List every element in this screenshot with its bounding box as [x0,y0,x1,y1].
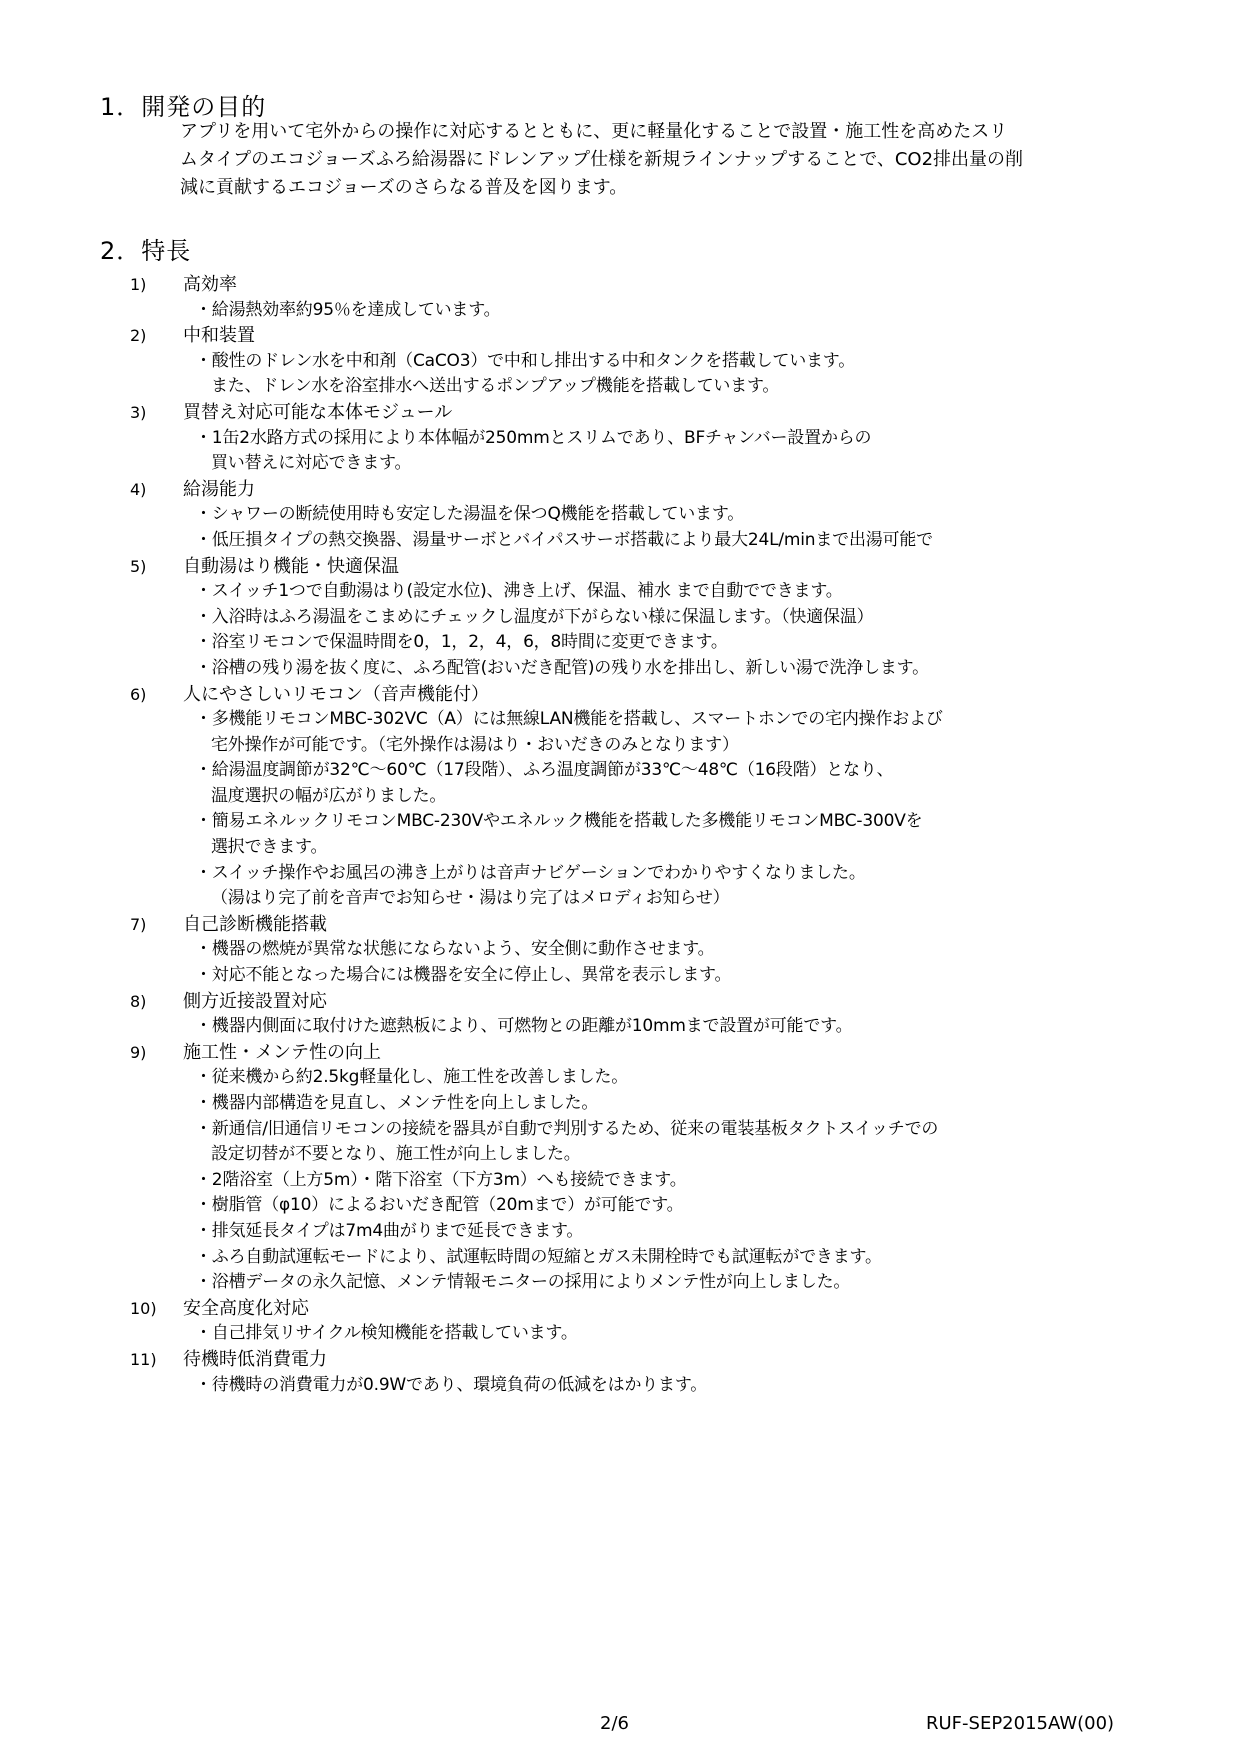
feature-line: ・低圧損タイプの熱交換器、湯量サーボとバイパスサーボ搭載により最大24L/minまで出湯可能で [195,529,933,550]
feature-line: ・排気延長タイプは7m4曲がりまで延長できます。 [195,1220,584,1241]
feature-line: ・機器内部構造を見直し、メンテ性を向上しました。 [195,1093,599,1113]
purpose-line: ムタイプのエコジョーズふろ給湯器にドレンアップ仕様を新規ラインナップすることで、CO2排出量の削 [180,149,1024,170]
feature-item [130,400,1170,477]
feature-heading [130,477,1170,503]
feature-line: 買い替えに対応できます。 [211,453,412,474]
feature-heading [130,682,1170,708]
feature-line: ・機器内側面に取付けた遮熱板により、可燃物との距離が10mmまで設置が可能です。 [195,1016,853,1037]
feature-title: 安全高度化対応 [183,1297,309,1319]
feature-line: ・ふろ自動試運転モードにより、試運転時間の短縮とガス未開栓時でも試運転ができます。 [195,1246,882,1267]
feature-line: また、ドレン水を浴室排水へ送出するポンプアップ機能を搭載しています。 [211,376,780,397]
feature-heading [130,1040,1170,1066]
feature-line: 宅外操作が可能です。（宅外操作は湯はり・おいだきのみとなります） [211,734,739,755]
feature-heading [130,554,1170,580]
feature-title: 側方近接設置対応 [183,990,327,1012]
features-list [130,272,1170,1398]
feature-item [130,682,1170,912]
feature-line: ・浴室リモコンで保温時間を0，1，2，4，6，8時間に変更できます。 [195,632,728,653]
feature-heading [130,989,1170,1015]
feature-number: 11) [130,1349,157,1369]
feature-item [130,1347,1170,1398]
feature-heading [130,323,1170,349]
feature-number: 2) [130,326,147,346]
feature-line: ・給湯熱効率約95％を達成しています。 [195,299,501,320]
feature-item [130,912,1170,989]
feature-line: ・待機時の消費電力が0.9Wであり、環境負荷の低減をはかります。 [195,1374,708,1395]
feature-line: ・スイッチ1つで自動湯はり(設定水位)、沸き上げ、保温、補水 まで自動でできます。 [195,581,843,602]
purpose-line: アプリを用いて宅外からの操作に対応するとともに、更に軽量化することで設置・施工性を高めたスリ [180,121,1008,142]
feature-line: ・多機能リモコンMBC-302VC（A）には無線LAN機能を搭載し、スマートホンでの宅内操作および [195,709,943,730]
feature-number: 6) [130,684,147,704]
feature-item [130,554,1170,682]
section-title-purpose: 1．開発の目的 [100,93,267,121]
purpose-line: 減に貢献するエコジョーズのさらなる普及を図ります。 [180,177,628,198]
purpose-paragraph [180,118,1160,202]
feature-title: 施工性・メンテ性の向上 [183,1041,381,1063]
feature-line: ・簡易エネルックリモコンMBC-230Vやエネルック機能を搭載した多機能リモコンMBC-300Vを [195,811,923,832]
feature-title: 自動湯はり機能・快適保温 [183,555,399,577]
feature-line: ・新通信/旧通信リモコンの接続を器具が自動で判別するため、従来の電装基板タクトスイッチでの [195,1118,939,1139]
feature-line: ・入浴時はふろ湯温をこまめにチェックし温度が下がらない様に保温します。（快適保温） [195,606,874,627]
feature-title: 中和装置 [183,325,255,347]
feature-line: ・浴槽の残り湯を抜く度に、ふろ配管(おいだき配管)の残り水を排出し、新しい湯で洗浄します。 [195,657,929,678]
page-number: 2/6 [600,1713,629,1734]
feature-line: ・機器の燃焼が異常な状態にならないよう、安全側に動作させます。 [195,939,715,960]
feature-item [130,989,1170,1040]
feature-item [130,272,1170,323]
feature-number: 4) [130,479,147,499]
feature-item [130,1040,1170,1296]
feature-title: 買替え対応可能な本体モジュール [183,401,453,423]
feature-number: 5) [130,556,147,576]
feature-line: ・樹脂管（φ10）によるおいだき配管（20mまで）が可能です。 [195,1195,684,1216]
feature-title: 高効率 [183,274,237,295]
feature-item [130,477,1170,554]
feature-number: 1) [130,275,147,294]
feature-item [130,323,1170,400]
feature-line: ・従来機から約2.5kg軽量化し、施工性を改善しました。 [195,1067,629,1088]
feature-heading [130,912,1170,938]
feature-heading [130,1347,1170,1373]
feature-line: ・シャワーの断続使用時も安定した湯温を保つQ機能を搭載しています。 [195,504,745,525]
document-code: RUF-SEP2015AW(00) [926,1713,1115,1734]
feature-line: （湯はり完了前を音声でお知らせ・湯はり完了はメロディお知らせ） [211,888,730,909]
feature-item [130,1296,1170,1347]
feature-line: ・給湯温度調節が32℃～60℃（17段階）、ふろ温度調節が33℃～48℃（16段階）となり、 [195,760,894,781]
feature-title: 自己診断機能搭載 [183,913,327,935]
feature-heading [130,1296,1170,1322]
feature-line: 温度選択の幅が広がりました。 [211,785,447,806]
feature-line: ・2階浴室（上方5m）・階下浴室（下方3m）へも接続できます。 [195,1169,687,1190]
feature-line: ・酸性のドレン水を中和剤（CaCO3）で中和し排出する中和タンクを搭載しています。 [195,350,856,371]
feature-line: ・対応不能となった場合には機器を安全に停止し、異常を表示します。 [195,965,732,986]
feature-heading [130,400,1170,426]
feature-line: ・浴槽データの永久記憶、メンテ情報モニターの採用によりメンテ性が向上しました。 [195,1272,851,1293]
feature-number: 10) [130,1298,157,1318]
feature-line: 選択できます。 [211,837,328,858]
feature-line: ・自己排気リサイクル検知機能を搭載しています。 [195,1323,578,1344]
feature-line: ・1缶2水路方式の採用により本体幅が250mmとスリムであり、BFチャンバー設置からの [195,427,872,448]
feature-number: 8) [130,991,147,1011]
feature-line: ・スイッチ操作やお風呂の沸き上がりは音声ナビゲーションでわかりやすくなりました。 [195,862,866,883]
feature-title: 待機時低消費電力 [183,1348,327,1370]
feature-number: 3) [130,402,147,422]
feature-line: 設定切替が不要となり、施工性が向上しました。 [211,1144,581,1165]
feature-heading [130,272,1170,298]
feature-title: 人にやさしいリモコン（音声機能付） [183,683,489,705]
section-title-features: 2．特長 [100,237,192,265]
feature-number: 7) [130,914,147,934]
feature-title: 給湯能力 [183,478,255,500]
feature-number: 9) [130,1042,147,1062]
